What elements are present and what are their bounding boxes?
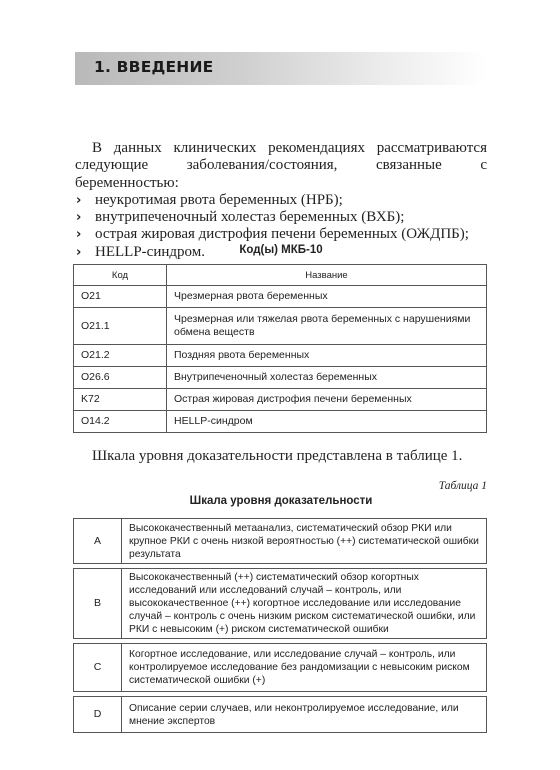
mkb-codes-table: [73, 264, 487, 433]
intro-paragraph: В данных клинических рекомендациях рассматриваются следующие заболевания/состояния, связанные с беременностью:: [75, 140, 487, 191]
list-item-text: острая жировая дистрофия печени беременных (ОЖДПБ);: [95, 226, 469, 243]
list-item: [75, 226, 487, 243]
table-row: [74, 286, 487, 308]
list-item-text: HELLP-синдром.: [95, 243, 205, 260]
bullet-arrow-icon: ›: [76, 210, 82, 226]
code-cell: O21.1: [74, 308, 167, 345]
description-cell: Когортное исследование, или исследование случай – контроль, или контролируемое исследование без рандомизации с невысоким риском систематической ошибки (+): [122, 643, 487, 692]
description-cell: Высококачественный метаанализ, систематический обзор РКИ или крупное РКИ с очень низкой вероятностью (++) систематической ошибки результата: [122, 518, 487, 564]
column-header-name: Название: [167, 265, 487, 286]
code-cell: O14.2: [74, 411, 167, 433]
scale-note-paragraph: Шкала уровня доказательности представлена в таблице 1.: [92, 448, 463, 464]
bullet-arrow-icon: ›: [76, 227, 82, 243]
bullet-arrow-icon: ›: [76, 244, 82, 260]
level-cell: A: [73, 518, 122, 564]
description-cell: Описание серии случаев, или неконтролируемое исследование, или мнение экспертов: [122, 696, 487, 733]
name-cell: Чрезмерная рвота беременных: [167, 286, 487, 308]
name-cell: HELLP-синдром: [167, 411, 487, 433]
section-header-bar: [75, 52, 487, 85]
list-item: [75, 209, 487, 226]
name-cell: Чрезмерная или тяжелая рвота беременных с нарушениями обмена веществ: [167, 308, 487, 345]
code-cell: O21.2: [74, 345, 167, 367]
list-item: [75, 192, 487, 209]
table-row: [74, 389, 487, 411]
description-cell: Высококачественный (++) систематический обзор когортных исследований или исследований случай – контроль, или высококачественное (++) когортное исследование или исследование случай – контроль с очень низким риском систематической ошибки, или РКИ с невысоким (+) риском систематической ошибки: [122, 568, 487, 639]
table-row: [73, 643, 487, 692]
table-row: [74, 411, 487, 433]
code-cell: O26.6: [74, 367, 167, 389]
level-cell: D: [73, 696, 122, 733]
intro-block: [75, 140, 487, 261]
table-row: [73, 518, 487, 564]
list-item-text: внутрипеченочный холестаз беременных (ВХБ);: [95, 209, 405, 226]
table-header-row: [74, 265, 487, 286]
code-cell: K72: [74, 389, 167, 411]
level-cell: B: [73, 568, 122, 639]
mkb-table-caption: Код(ы) МКБ-10: [239, 244, 323, 256]
table-row: [74, 345, 487, 367]
section-title: 1. ВВЕДЕНИЕ: [94, 58, 214, 76]
table-row: [73, 568, 487, 639]
column-header-code: Код: [74, 265, 167, 286]
table-number-label: Таблица 1: [438, 480, 487, 492]
table-row: [73, 696, 487, 733]
name-cell: Поздняя рвота беременных: [167, 345, 487, 367]
level-cell: C: [73, 643, 122, 692]
code-cell: O21: [74, 286, 167, 308]
name-cell: Внутрипеченочный холестаз беременных: [167, 367, 487, 389]
evidence-level-table: [73, 514, 487, 737]
bullet-arrow-icon: ›: [76, 192, 82, 208]
name-cell: Острая жировая дистрофия печени беременных: [167, 389, 487, 411]
table-row: [74, 367, 487, 389]
table-row: [74, 308, 487, 345]
list-item-text: неукротимая рвота беременных (НРБ);: [95, 191, 343, 208]
evidence-table-caption: Шкала уровня доказательности: [189, 495, 373, 507]
